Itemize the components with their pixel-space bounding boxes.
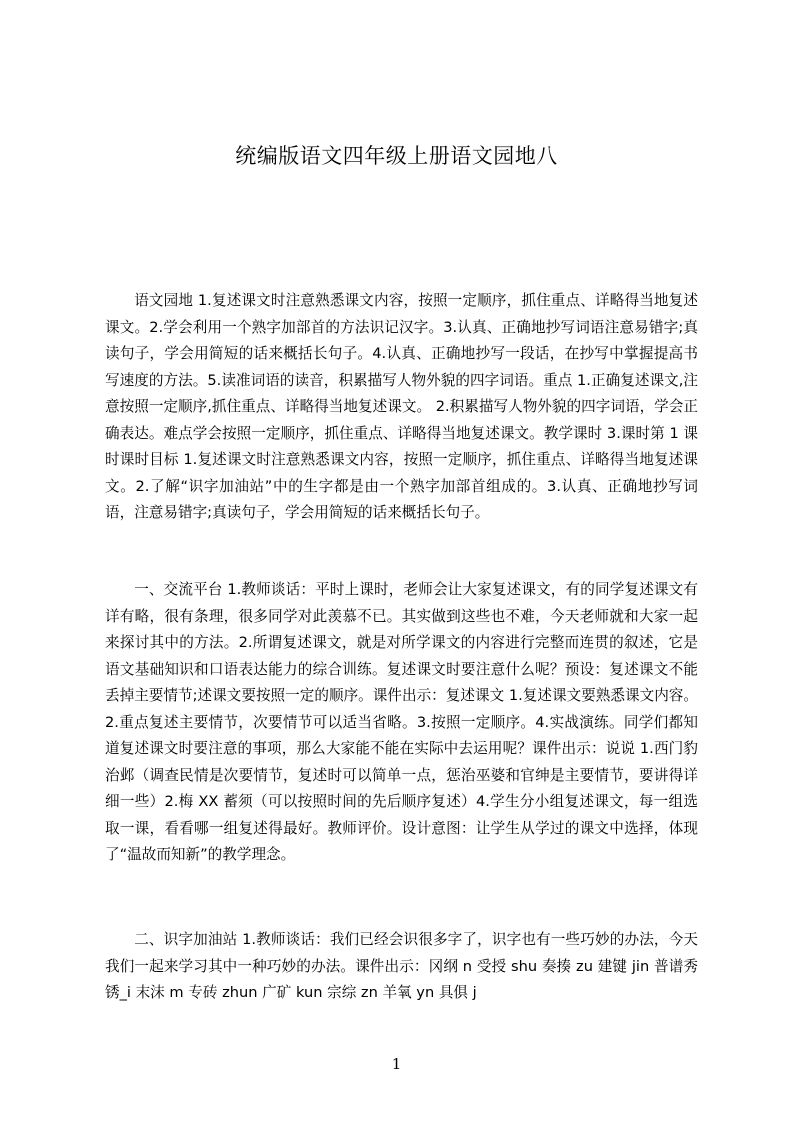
document-title: 统编版语文四年级上册语文园地八 [235, 144, 558, 168]
paragraph-exchange-platform: 一、交流平台 1.教师谈话：平时上课时，老师会让大家复述课文，有的同学复述课文有详有略，很有条理，很多同学对此羡慕不已。其实做到这些也不难，今天老师就和大家一起来探讨其中的方法。2.所谓复述课文，就是对所学课文的内容进行完整而连贯的叙述，它是语文基础知识和口语表达能力的综合训练。复述课文时要注意什么呢？预设：复述课文不能丢掉主要情节;述课文要按照一定的顺序。课件出示：复述课文 1.复述课文要熟悉课文内容。2.重点复述主要情节，次要情节可以适当省略。3.按照一定顺序。4.实战演练。同学们都知道复述课文时要注意的事项，那么大家能不能在实际中去运用呢？课件出示：说说 1.西门豹治邺（调查民情是次要情节，复述时可以简单一点，惩治巫婆和官绅是主要情节，要讲得详细一些）2.梅 XX 蓄须（可以按照时间的先后顺序复述）4.学生分小组复述课文，每一组选取一课，看看哪一组复述得最好。教师评价。设计意图：让学生从学过的课文中选择，体现了“温故而知新”的教学理念。 [105, 581, 698, 863]
paragraph-literacy-station: 二、识字加油站 1.教师谈话：我们已经会识很多字了，识字也有一些巧妙的办法，今天我们一起来学习其中一种巧妙的办法。课件出示：冈纲 n 受授 shu 奏揍 zu 建键 jin 普谱秀锈_i 末沫 m 专砖 zhun 广矿 kun 宗综 zn 羊氧 yn 具俱 j [105, 931, 698, 1001]
page-number: 1 [391, 1055, 402, 1073]
paragraph-overview: 语文园地 1.复述课文时注意熟悉课文内容，按照一定顺序，抓住重点、详略得当地复述课文。2.学会利用一个熟字加部首的方法识记汉字。3.认真、正确地抄写词语注意易错字;真读句子，学会用简短的话来概括长句子。4.认真、正确地抄写一段话，在抄写中掌握提高书写速度的方法。5.读准词语的读音，积累描写人物外貌的四字词语。重点 1.正确复述课文,注意按照一定顺序,抓住重点、详略得当地复述课文。 2.积累描写人物外貌的四字词语，学会正确表达。难点学会按照一定顺序，抓住重点、详略得当地复述课文。教学课时 3.课时第 1 课时课时目标 1.复述课文时注意熟悉课文内容，按照一定顺序，抓住重点、详略得当地复述课文。2.了解“识字加油站”中的生字都是由一个熟字加部首组成的。3.认真、正确地抄写词语，注意易错字;真读句子，学会用简短的话来概括长句子。 [105, 292, 698, 521]
